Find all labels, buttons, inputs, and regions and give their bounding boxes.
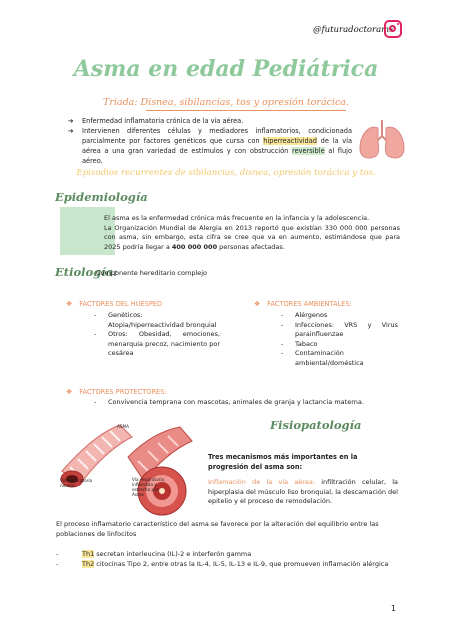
list-item (281, 311, 398, 321)
dash: - (281, 339, 284, 348)
inflammation-paragraph (208, 478, 398, 507)
list-item-text: Convivencia temprana con mascotas, animales de granja y lactancia materna. (108, 398, 364, 406)
list-item (281, 340, 398, 350)
list-item-text: Contaminación ambiental/doméstica (295, 349, 364, 367)
highlight-hyperreactivity: hiperreactividad (263, 137, 317, 145)
triad-subtitle: Triada: Disnea, sibilancias, tos y opresión torácica. (103, 97, 349, 108)
dash: - (94, 311, 97, 319)
author-handle: @futuradoctoramx (313, 25, 394, 35)
lungs-icon (356, 118, 408, 162)
th1-tag: Th1 (82, 550, 95, 558)
list-item-text: Tabaco (295, 339, 318, 348)
mechanisms-heading: Tres mecanismos más importantes en la progresión del asma son: (208, 453, 358, 471)
text-span: al flujo aéreo. (82, 147, 353, 165)
instagram-icon (384, 20, 402, 38)
text-span: Intervienen diferentes células y mediadores inflamatorios, condicionada parcialmente por factores genéticos que cursa con (82, 127, 352, 145)
intro-bullet-2-text (82, 126, 352, 166)
protective-factors-title: FACTORES PROTECTORES: (79, 388, 167, 396)
text-span: de la vía aérea a una gran variedad de estímulos y con obstrucción (82, 137, 352, 155)
list-item (56, 559, 401, 569)
page-number: 1 (390, 604, 396, 613)
epidemiology-p1: El asma es la enfermedad crónica más frecuente en la infancia y la adolescencia. (104, 214, 370, 222)
airway-illustration (58, 423, 206, 523)
dash: - (281, 311, 284, 319)
th1-item (82, 549, 251, 559)
dash: - (94, 398, 97, 406)
fig-normal-caption: Vía respiratoria normal (60, 478, 93, 488)
arrow-icon: ➔ (68, 127, 74, 135)
epidemiology-text (104, 214, 400, 252)
th2-text: citocinas Tipo 2, entre otras la IL-4, IL-5, IL-13 e IL-9, que promueven inflamación alérgica (94, 560, 389, 568)
intro-bullet-1-text: Enfermedad inflamatoria crónica de la vía aérea. (82, 117, 244, 125)
dash: - (56, 560, 59, 568)
inflammatory-process-text: El proceso inflamatorio característico del asma se favorece por la alteración del equilibrio entre las poblaciones de linfocitos (56, 520, 379, 538)
arrow-icon: ➔ (68, 117, 74, 125)
page-title: Asma en edad Pediátrica (73, 56, 379, 82)
list-item (94, 311, 220, 330)
list-item (281, 321, 398, 340)
text-span: La Organización Mundial de Alergia en 2013 reportó que existían 330 000 000 personas con asma, sin embargo, esta cifra se cree que va en aumento, estimándose que para 2025 podría llegar a (104, 223, 400, 251)
triad-underline (146, 110, 346, 111)
intro-bullet-1 (68, 116, 352, 126)
text-span: personas afectadas. (217, 242, 285, 251)
highlight-reversible: reversible (292, 147, 325, 155)
lymphocyte-list (56, 549, 401, 569)
protective-factors-list (94, 398, 394, 408)
protective-factors-heading (66, 388, 167, 396)
host-factors-heading (66, 300, 162, 308)
fig-asthma-label: ASMA (117, 424, 130, 429)
list-item-text: Otros: Obesidad, emociones, menarquia precoz, nacimiento por cesárea (108, 330, 220, 357)
epidemiology-heading: Epidemiología (55, 190, 148, 204)
etiology-text: Componente hereditario complejo (96, 269, 208, 277)
dash: - (281, 320, 284, 329)
dash: - (56, 550, 59, 558)
diamond-icon: ❖ (66, 388, 73, 396)
diamond-icon: ❖ (66, 300, 73, 308)
intro-bullets (68, 116, 352, 166)
host-factors-title: FACTORES DEL HUÉSPED (79, 300, 163, 308)
etiology-heading: Etiología: (55, 265, 118, 279)
list-item (94, 330, 220, 359)
list-item (94, 398, 394, 408)
list-item-text: Infecciones: VRS y Virus parainfluenzae (295, 320, 398, 338)
th2-item (82, 559, 388, 569)
host-factors-list (94, 311, 220, 359)
fig-inflamed-caption: Vía respiratoria inflamada y estrecha por Asma (132, 477, 165, 497)
list-item (281, 349, 398, 368)
th2-tag: Th2 (82, 560, 95, 568)
list-item-text: Genéticos: Atopia/hiperreactividad bronquial (108, 311, 217, 329)
inflammation-text: infiltración celular, la hiperplasia del músculo liso bronquial, la descamación del epitelio y el proceso de remodelación. (208, 478, 398, 505)
env-factors-title: FACTORES AMBIENTALES: (267, 300, 352, 308)
dash: - (281, 349, 284, 357)
env-factors-heading (254, 300, 352, 308)
th1-text: secretan interleucina (IL)-2 e interferón gamma (94, 550, 252, 558)
episodes-line: Episodios recurrentes de sibilancias, disnea, opresión torácica y tos. (76, 168, 376, 178)
list-item (56, 549, 401, 559)
physiopathology-heading: Fisiopatología (270, 418, 362, 432)
intro-bullet-2 (68, 126, 352, 166)
dash: - (94, 330, 97, 338)
env-factors-list (281, 311, 398, 368)
diamond-icon: ❖ (254, 300, 261, 308)
list-item-text: Alérgenos (295, 311, 328, 319)
inflammation-label: Inflamación de la vía aérea: (208, 478, 316, 486)
affected-count: 400 000 000 (171, 242, 218, 251)
epidemiology-p2 (104, 224, 400, 253)
